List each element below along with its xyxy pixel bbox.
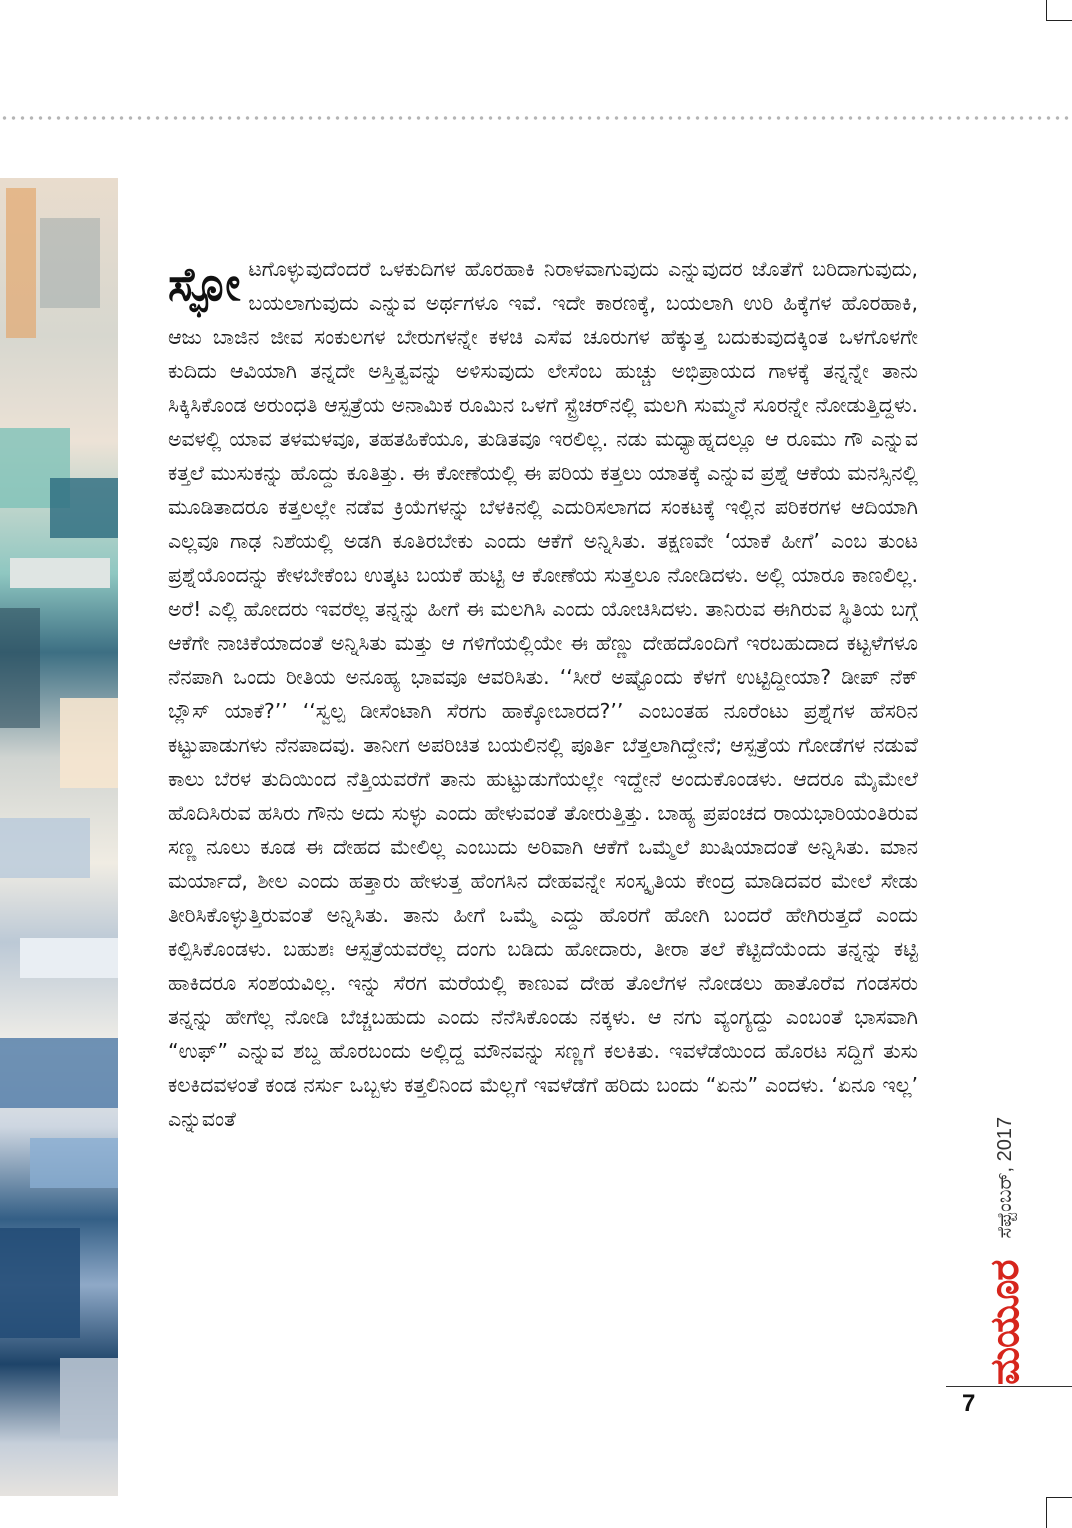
masthead-vertical	[983, 1045, 1027, 1385]
footer-rule	[946, 1386, 1072, 1387]
drop-cap: ಸ್ಫೋ	[168, 257, 241, 311]
page-number: 7	[962, 1390, 976, 1417]
painting-illustration	[0, 178, 118, 1496]
magazine-logo: ಮಯೂರ	[982, 1260, 1028, 1385]
dotted-separator	[0, 115, 1072, 121]
article-text: ಟಗೊಳ್ಳುವುದೆಂದರೆ ಒಳಕುದಿಗಳ ಹೊರಹಾಕಿ ನಿರಾಳವಾಗುವುದು ಎನ್ನುವುದರ ಜೊತೆಗೆ ಬರಿದಾಗುವುದು, ಬಯಲಾಗುವುದು ಎನ್ನುವ ಅರ್ಥಗಳೂ ಇವೆ. ಇದೇ ಕಾರಣಕ್ಕೆ, ಬಯಲಾಗಿ ಉರಿ ಹಿಕ್ಕೆಗಳ ಹೊರಹಾಕಿ, ಆಜು ಬಾಜಿನ ಜೀವ ಸಂಕುಲಗಳ ಬೇರುಗಳನ್ನೇ ಕಳಚಿ ಎಸೆವ ಚೂರುಗಳ ಹೆಕ್ಕುತ್ತ ಬದುಕುವುದಕ್ಕಿಂತ ಒಳಗೊಳಗೇ ಕುದಿದು ಆವಿಯಾಗಿ ತನ್ನದೇ ಅಸ್ತಿತ್ವವನ್ನು ಅಳಿಸುವುದು ಲೇಸೆಂಬ ಹುಚ್ಚು ಅಭಿಪ್ರಾಯದ ಗಾಳಕ್ಕೆ ತನ್ನನ್ನೇ ತಾನು ಸಿಕ್ಕಿಸಿಕೊಂಡ ಅರುಂಧತಿ ಆಸ್ಪತ್ರೆಯ ಅನಾಮಿಕ ರೂಮಿನ ಒಳಗೆ ಸ್ಟ್ರೆಚರ್‌ನಲ್ಲಿ ಮಲಗಿ ಸುಮ್ಮನೆ ಸೂರನ್ನೇ ನೋಡುತ್ತಿದ್ದಳು. ಅವಳಲ್ಲಿ ಯಾವ ತಳಮಳವೂ, ತಹತಹಿಕೆಯೂ, ತುಡಿತವೂ ಇರಲಿಲ್ಲ. ನಡು ಮಧ್ಯಾಹ್ನದಲ್ಲೂ ಆ ರೂಮು ಗೌ ಎನ್ನುವ ಕತ್ತಲೆ ಮುಸುಕನ್ನು ಹೊದ್ದು ಕೂತಿತ್ತು. ಈ ಕೋಣೆಯಲ್ಲಿ ಈ ಪರಿಯ ಕತ್ತಲು ಯಾತಕ್ಕೆ ಎನ್ನುವ ಪ್ರಶ್ನೆ ಆಕೆಯ ಮನಸ್ಸಿನಲ್ಲಿ ಮೂಡಿತಾದರೂ ಕತ್ತಲಲ್ಲೇ ನಡೆವ ಕ್ರಿಯೆಗಳನ್ನು ಬೆಳಕಿನಲ್ಲಿ ಎದುರಿಸಲಾಗದ ಸಂಕಟಕ್ಕೆ ಇಲ್ಲಿನ ಪರಿಕರಗಳ ಆದಿಯಾಗಿ ಎಲ್ಲವೂ ಗಾಢ ನಿಶೆಯಲ್ಲಿ ಅಡಗಿ ಕೂತಿರಬೇಕು ಎಂದು ಆಕೆಗೆ ಅನ್ನಿಸಿತು. ತಕ್ಷಣವೇ ‘ಯಾಕೆ ಹೀಗೆ’ ಎಂಬ ತುಂಟ ಪ್ರಶ್ನೆಯೊಂದನ್ನು ಕೇಳಬೇಕೆಂಬ ಉತ್ಕಟ ಬಯಕೆ ಹುಟ್ಟಿ ಆ ಕೋಣೆಯ ಸುತ್ತಲೂ ನೋಡಿದಳು. ಅಲ್ಲಿ ಯಾರೂ ಕಾಣಲಿಲ್ಲ. ಅರೆ! ಎಲ್ಲಿ ಹೋದರು ಇವರೆಲ್ಲ ತನ್ನನ್ನು ಹೀಗೆ ಈ ಮಲಗಿಸಿ ಎಂದು ಯೋಚಿಸಿದಳು. ತಾನಿರುವ ಈಗಿರುವ ಸ್ಥಿತಿಯ ಬಗ್ಗೆ ಆಕೆಗೇ ನಾಚಿಕೆಯಾದಂತೆ ಅನ್ನಿಸಿತು ಮತ್ತು ಆ ಗಳಿಗೆಯಲ್ಲಿಯೇ ಈ ಹೆಣ್ಣು ದೇಹದೊಂದಿಗೆ ಇರಬಹುದಾದ ಕಟ್ಟಳೆಗಳೂ ನೆನಪಾಗಿ ಒಂದು ರೀತಿಯ ಅನೂಹ್ಯ ಭಾವವೂ ಆವರಿಸಿತು. ‘‘ಸೀರೆ ಅಷ್ಟೊಂದು ಕೆಳಗೆ ಉಟ್ಟಿದ್ದೀಯಾ? ಡೀಪ್ ನೆಕ್ ಬ್ಲೌಸ್ ಯಾಕೆ?’’ ‘‘ಸ್ವಲ್ಪ ಡೀಸೆಂಟಾಗಿ ಸೆರಗು ಹಾಕ್ಕೋಬಾರದ?’’ ಎಂಬಂತಹ ನೂರೆಂಟು ಪ್ರಶ್ನೆಗಳ ಹೆಸರಿನ ಕಟ್ಟುಪಾಡುಗಳು ನೆನಪಾದವು. ತಾನೀಗ ಅಪರಿಚಿತ ಬಯಲಿನಲ್ಲಿ ಪೂರ್ತಿ ಬೆತ್ತಲಾಗಿದ್ದೇನೆ; ಆಸ್ಪತ್ರೆಯ ಗೋಡೆಗಳ ನಡುವೆ ಕಾಲು ಬೆರಳ ತುದಿಯಿಂದ ನೆತ್ತಿಯವರೆಗೆ ತಾನು ಹುಟ್ಟುಡುಗೆಯಲ್ಲೇ ಇದ್ದೇನೆ ಅಂದುಕೊಂಡಳು. ಆದರೂ ಮೈಮೇಲೆ ಹೊದಿಸಿರುವ ಹಸಿರು ಗೌನು ಅದು ಸುಳ್ಳು ಎಂದು ಹೇಳುವಂತೆ ತೋರುತ್ತಿತ್ತು. ಬಾಹ್ಯ ಪ್ರಪಂಚದ ರಾಯಭಾರಿಯಂತಿರುವ ಸಣ್ಣ ನೂಲು ಕೂಡ ಈ ದೇಹದ ಮೇಲಿಲ್ಲ ಎಂಬುದು ಅರಿವಾಗಿ ಆಕೆಗೆ ಒಮ್ಮೆಲೆ ಖುಷಿಯಾದಂತೆ ಅನ್ನಿಸಿತು. ಮಾನ ಮರ್ಯಾದೆ, ಶೀಲ ಎಂದು ಹತ್ತಾರು ಹೇಳುತ್ತ ಹೆಂಗಸಿನ ದೇಹವನ್ನೇ ಸಂಸ್ಕೃತಿಯ ಕೇಂದ್ರ ಮಾಡಿದವರ ಮೇಲೆ ಸೇಡು ತೀರಿಸಿಕೊಳ್ಳುತ್ತಿರುವಂತೆ ಅನ್ನಿಸಿತು. ತಾನು ಹೀಗೆ ಒಮ್ಮೆ ಎದ್ದು ಹೊರಗೆ ಹೋಗಿ ಬಂದರೆ ಹೇಗಿರುತ್ತದೆ ಎಂದು ಕಲ್ಪಿಸಿಕೊಂಡಳು. ಬಹುಶಃ ಆಸ್ಪತ್ರೆಯವರೆಲ್ಲ ದಂಗು ಬಡಿದು ಹೋದಾರು, ತೀರಾ ತಲೆ ಕೆಟ್ಟಿದೆಯೆಂದು ತನ್ನನ್ನು ಕಟ್ಟಿ ಹಾಕಿದರೂ ಸಂಶಯವಿಲ್ಲ. ಇನ್ನು ಸೆರಗ ಮರೆಯಲ್ಲಿ ಕಾಣುವ ದೇಹ ತೊಲೆಗಳ ನೋಡಲು ಹಾತೊರೆವ ಗಂಡಸರು ತನ್ನನ್ನು ಹೇಗೆಲ್ಲ ನೋಡಿ ಬೆಚ್ಚಬಹುದು ಎಂದು ನೆನೆಸಿಕೊಂಡು ನಕ್ಕಳು. ಆ ನಗು ವ್ಯಂಗ್ಯದ್ದು ಎಂಬಂತೆ ಭಾಸವಾಗಿ “ಉಫ್” ಎನ್ನುವ ಶಬ್ದ ಹೊರಬಂದು ಅಲ್ಲಿದ್ದ ಮೌನವನ್ನು ಸಣ್ಣಗೆ ಕಲಕಿತು. ಇವಳೆಡೆಯಿಂದ ಹೊರಟ ಸದ್ದಿಗೆ ತುಸು ಕಲಕಿದವಳಂತೆ ಕಂಡ ನರ್ಸು ಒಬ್ಬಳು ಕತ್ತಲಿನಿಂದ ಮೆಲ್ಲಗೆ ಇವಳೆಡೆಗೆ ಹರಿದು ಬಂದು “ಏನು” ಎಂದಳು. ‘ಏನೂ ಇಲ್ಲ’ ಎನ್ನುವಂತೆ	[168, 257, 918, 1131]
crop-mark-bottom	[1046, 1497, 1072, 1528]
crop-mark-top	[1046, 0, 1072, 21]
article-body	[168, 252, 918, 1136]
issue-date: ಸೆಪ್ಟೆಂಬರ್, 2017	[993, 1116, 1016, 1239]
